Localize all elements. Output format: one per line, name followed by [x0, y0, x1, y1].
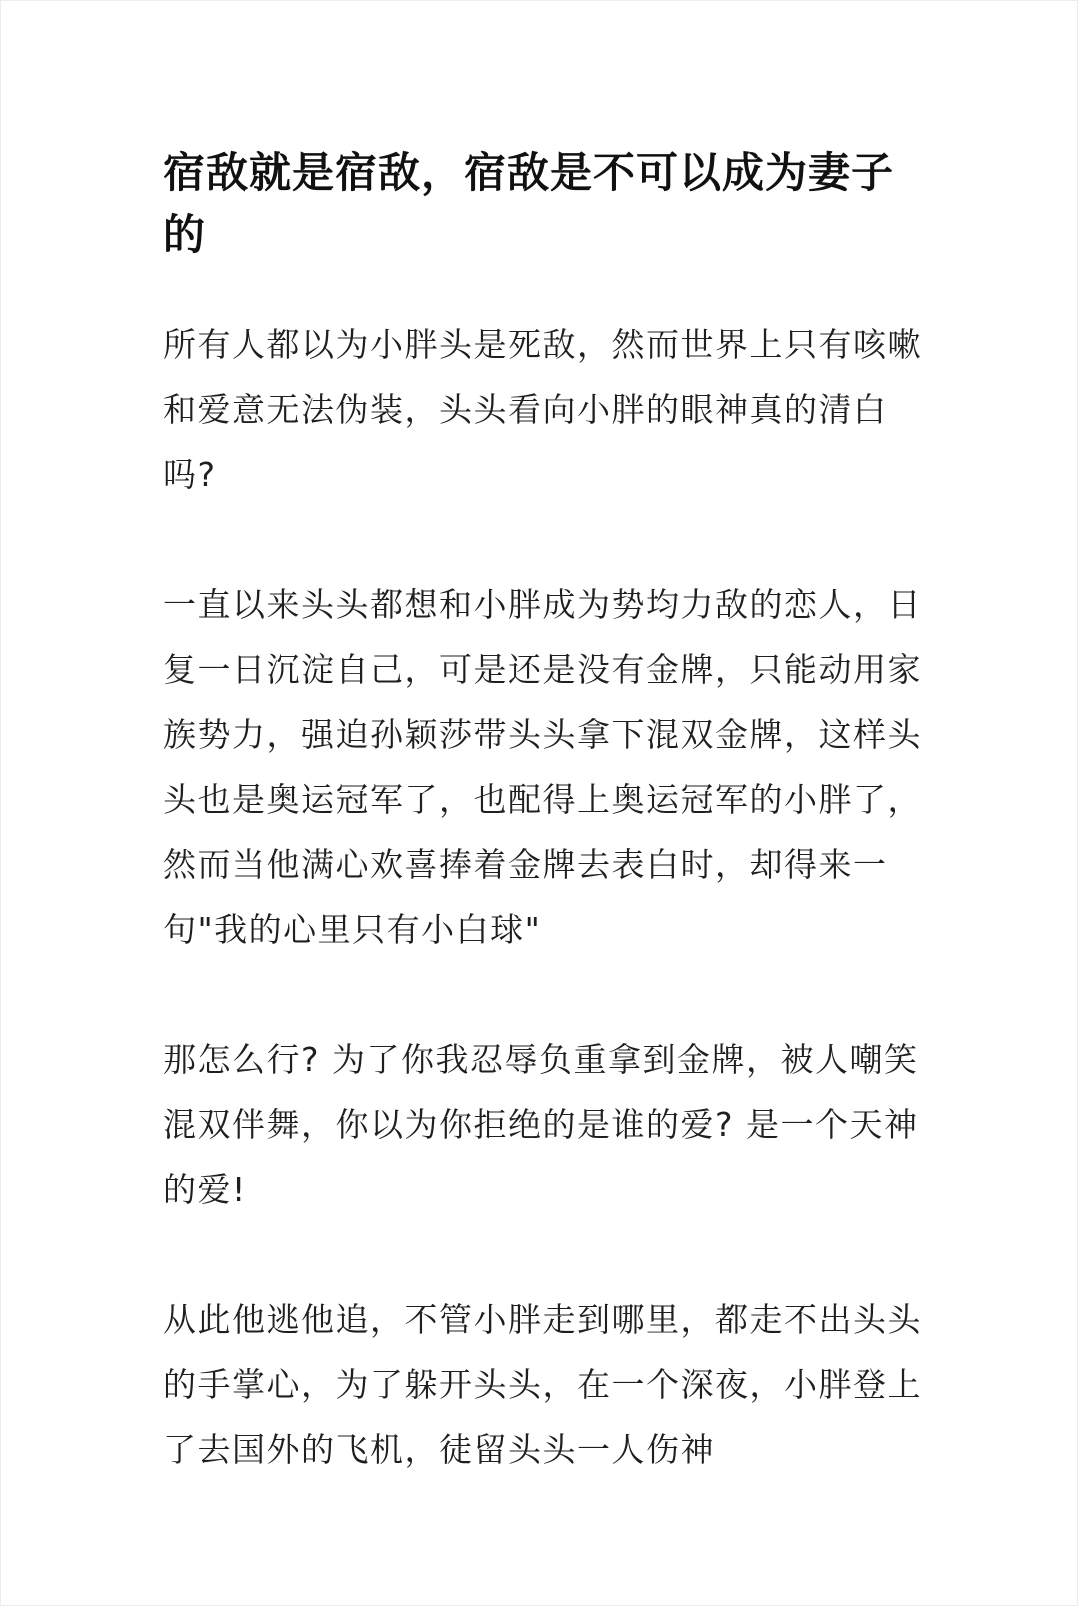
article-paragraph-4: 从此他逃他追，不管小胖走到哪里，都走不出头头的手掌心，为了躲开头头，在一个深夜，小胖登上了去国外的飞机，徒留头头一人伤神: [163, 1300, 922, 1469]
article-paragraph-1: 所有人都以为小胖头是死敌，然而世界上只有咳嗽和爱意无法伪装，头头看向小胖的眼神真的清白吗?: [163, 325, 922, 494]
article-body: [163, 142, 923, 1482]
article-paragraph-3: 那怎么行? 为了你我忍辱负重拿到金牌，被人嘲笑混双伴舞，你以为你拒绝的是谁的爱? 是一个天神的爱!: [163, 1040, 919, 1209]
article-paragraph-2: 一直以来头头都想和小胖成为势均力敌的恋人，日复一日沉淀自己，可是还是没有金牌，只能动用家族势力，强迫孙颖莎带头头拿下混双金牌，这样头头也是奥运冠军了，也配得上奥运冠军的小胖了，然而当他满心欢喜捧着金牌去表白时，却得来一句"我的心里只有小白球": [163, 585, 922, 949]
article-title: 宿敌就是宿敌，宿敌是不可以成为妻子的: [163, 148, 895, 259]
